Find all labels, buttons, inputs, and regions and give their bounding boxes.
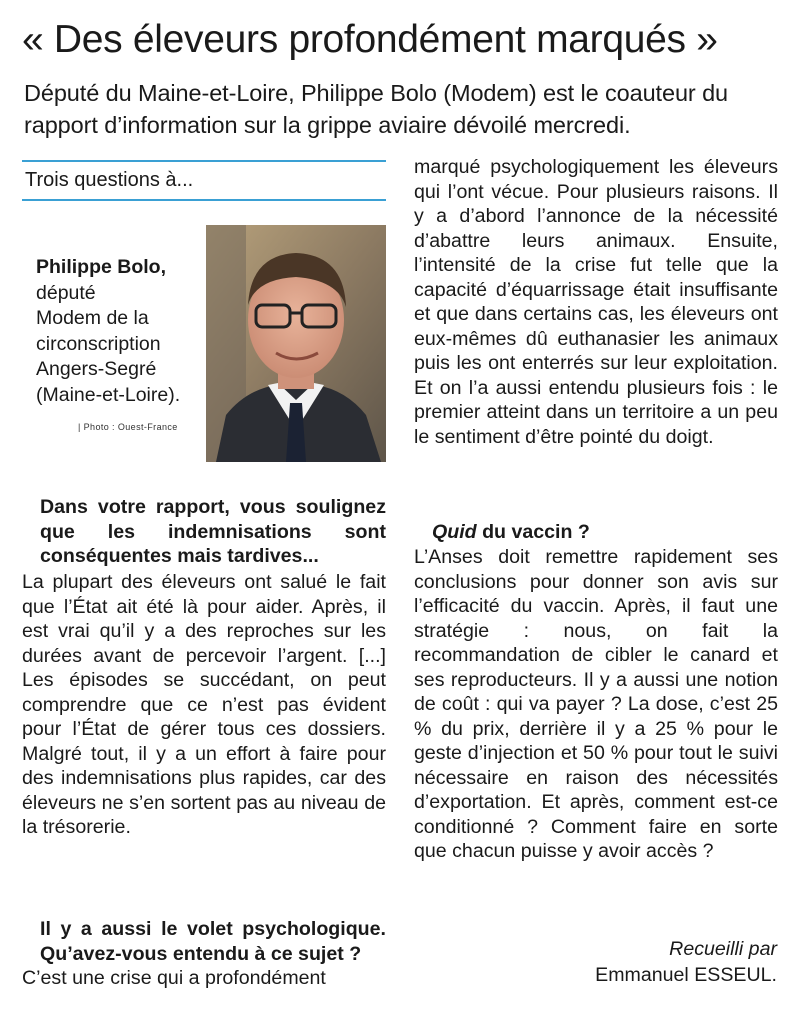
bio-line: Modem de la [36, 307, 149, 329]
answer-1: La plupart des éleveurs ont salué le fait que l’État ait été là pour aider. Après, il est vrai qu’il y a des reproches sur les durées avant de percevoir l’argent. [...] Les épisodes se succédant, on peut comprendre que ce n’est pas évident pour l’État de gérer tous ces dossiers. Malgré tout, il y a un effort à faire pour des indemnisations plus rapides, car des éleveurs ne s’en sortent pas au niveau de la trésorerie. [22, 571, 386, 838]
question-2: Il y a aussi le volet psychologique. Qu’avez-vous entendu à ce sujet ? [40, 918, 386, 965]
signature-name: Emmanuel ESSEUL. [595, 964, 777, 986]
section-label: Trois questions à... [25, 169, 194, 191]
answer-2-continued: marqué psychologiquement les éleveurs qui l’ont vécue. Pour plusieurs raisons. Il y a d’abord l’annonce de la nécessité d’abattre leurs animaux. Ensuite, l’intensité de la crise fut telle que la capacité d’équarrissage était insuffisante et que dans certains cas, les éleveurs ont eux-mêmes dû euthanasier les animaux puis les ont enterrés sur leur exploitation. Et on l’a aussi entendu plusieurs fois : le premier atteint dans un territoire a un peu le sentiment d’être pointé du doigt. [414, 156, 778, 448]
standfirst: Député du Maine-et-Loire, Philippe Bolo (Modem) est le coauteur du rapport d’information sur la grippe aviaire dévoilé mercredi. [24, 80, 729, 138]
bio-line: Angers-Segré [36, 358, 157, 380]
section-rule-top [22, 160, 386, 162]
answer-3: L’Anses doit remettre rapidement ses conclusions pour donner son avis sur l’efficacité du vaccin. Après, il faut une stratégie : nous, on fait la recommandation de cibler le canard et ses reproducteurs. Il y a aussi une notion de coût : qui va payer ? La dose, c’est 25 % du prix, derrière il y a 25 % pour le geste d’injection et 50 % pour tout le suivi nécessaire en raison des nécessités d’exportation. Et après, comment est-ce conditionné ? Comment faire en sorte que chacun puisse y avoir accès ? [414, 546, 778, 862]
interviewee-bio [36, 255, 206, 408]
bio-line: député [36, 281, 96, 304]
bio-line: circonscription [36, 332, 161, 355]
question-3 [432, 520, 590, 545]
question-3-rest: du vaccin ? [476, 521, 590, 543]
question-3-italic: Quid [432, 521, 477, 543]
bio-line: (Maine-et-Loire). [36, 383, 181, 406]
answer-2-start: C’est une crise qui a profondément [22, 967, 326, 989]
section-rule-bottom [22, 199, 386, 201]
headline: « Des éleveurs profondément marqués » [22, 18, 718, 61]
question-1: Dans votre rapport, vous soulignez que les indemnisations sont conséquentes mais tardives... [40, 496, 386, 567]
interviewee-name: Philippe Bolo, [36, 256, 166, 278]
signature-intro: Recueilli par [669, 938, 777, 960]
portrait-photo [206, 225, 386, 462]
photo-credit: | Photo : Ouest-France [78, 422, 178, 432]
